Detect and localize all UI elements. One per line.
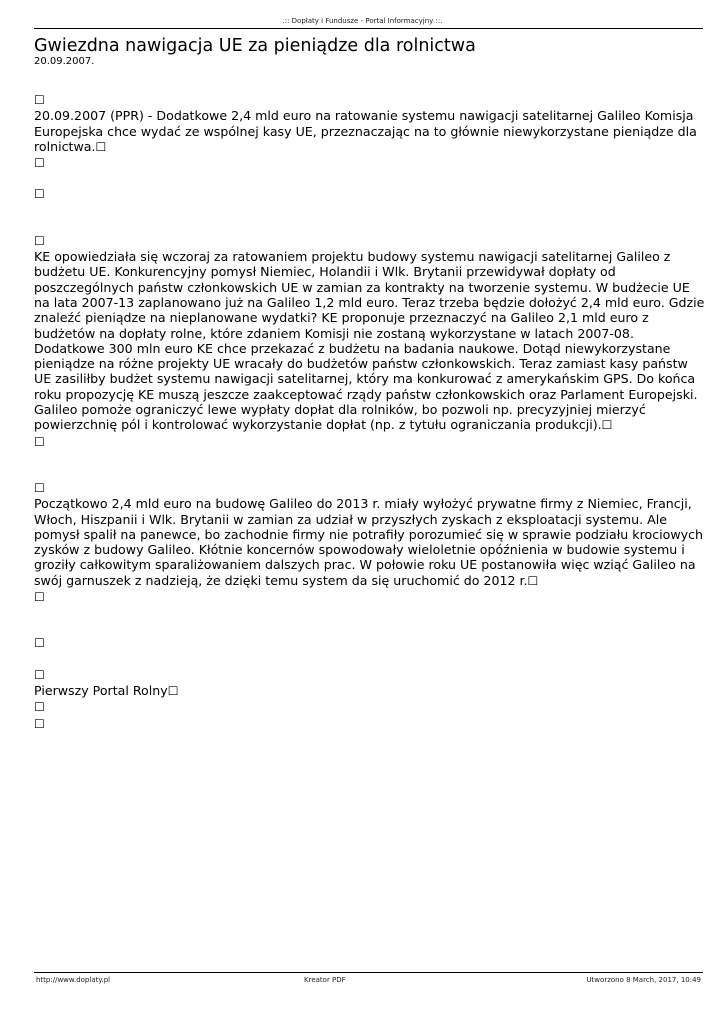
paragraph-lead: 20.09.2007 (PPR) - Dodatkowe 2,4 mld euro na ratowanie systemu nawigacji satelitarnej Galileo Komisja Europejska chce wydać ze wspólnej kasy UE, przeznaczając na to głównie niewykorzystane pieniądze dla rolnictwa. xyxy=(34,108,697,154)
box-glyph: ☐ xyxy=(527,573,539,588)
box-glyph: ☐ xyxy=(167,683,179,698)
box-glyph: ☐ xyxy=(34,93,45,107)
box-glyph: ☐ xyxy=(34,233,45,248)
portal-header-title: .:: Dopłaty i Fundusze - Portal Informacyjny ::. xyxy=(282,17,443,25)
box-glyph: ☐ xyxy=(34,700,45,715)
footer-url[interactable]: http://www.doplaty.pl xyxy=(36,976,111,984)
article-body xyxy=(34,92,706,732)
footer-created-date: Utworzono 8 March, 2017, 10:49 xyxy=(586,976,701,984)
article-title: Gwiezdna nawigacja UE za pieniądze dla rolnictwa xyxy=(34,36,476,56)
paragraph-background: Początkowo 2,4 mld euro na budowę Galileo do 2013 r. miały wyłożyć prywatne firmy z Niemiec, Francji, Włoch, Hiszpanii i Wlk. Brytanii w zamian za udział w przyszłych zyskach z eksploatacji systemu. Ale pomysł spalił na panewce, bo zachodnie firmy nie potrafiły porozumieć się w sprawie podziału krociowych zysków z budowy Galileo. Kłótnie koncernów spowodowały wieloletnie opóźnienia w budowie systemu i groziły całkowitym sparaliżowaniem dalszych prac. W połowie roku UE postanowiła więc wziąć Galileo na swój garnuszek z nadzieją, że dzięki temu system da się uruchomić do 2012 r. xyxy=(34,496,703,588)
paragraph-main: KE opowiedziała się wczoraj za ratowaniem projektu budowy systemu nawigacji satelitarnej Galileo z budżetu UE. Konkurencyjny pomysł Niemiec, Holandii i Wlk. Brytanii przewidywał dopłaty od poszczególnych państw członkowskich UE w zamian za kontrakty na tworzenie systemu. W budżecie UE na lata 2007-13 zaplanowano już na Galileo 1,2 mld euro. Teraz trzeba będzie dołożyć 2,4 mld euro. Gdzie znaleźć pieniądze na nieplanowane wydatki? KE proponuje przeznaczyć na Galileo 2,1 mld euro z budżetów na dopłaty rolne, które zdaniem Komisji nie zostaną wykorzystane w latach 2007-08. Dodatkowe 300 mln euro KE chce przekazać z budżetu na badania naukowe. Dotąd niewykorzystane pieniądze na różne projekty UE wracały do budżetów państw członkowskich. Teraz zamiast kasy państw UE zasiliłby budżet systemu nawigacji satelitarnej, który ma konkurować z amerykańskim GPS. Do końca roku propozycję KE muszą jeszcze zaakceptować rządy państw członkowskich oraz Parlament Europejski. Galileo pomoże ograniczyć lewe wypłaty dopłat dla rolników, bo pozwoli np. precyzyjniej mierzyć powierzchnię pól i kontrolować wykorzystanie dopłat (np. z tytułu ograniczania produkcji). xyxy=(34,249,705,433)
box-glyph: ☐ xyxy=(34,434,45,449)
box-glyph: ☐ xyxy=(34,156,45,171)
article-date: 20.09.2007. xyxy=(34,56,95,67)
box-glyph: ☐ xyxy=(34,716,45,731)
footer-generator: Kreator PDF xyxy=(304,976,346,984)
header-divider xyxy=(34,28,703,29)
box-glyph: ☐ xyxy=(95,139,107,154)
box-glyph: ☐ xyxy=(34,590,45,605)
box-glyph: ☐ xyxy=(34,480,45,495)
box-glyph: ☐ xyxy=(34,667,45,682)
box-glyph: ☐ xyxy=(34,636,45,651)
box-glyph: ☐ xyxy=(34,187,45,202)
box-glyph: ☐ xyxy=(601,418,613,433)
page-footer xyxy=(34,976,703,986)
article-source: Pierwszy Portal Rolny xyxy=(34,682,168,698)
footer-divider xyxy=(34,972,703,973)
